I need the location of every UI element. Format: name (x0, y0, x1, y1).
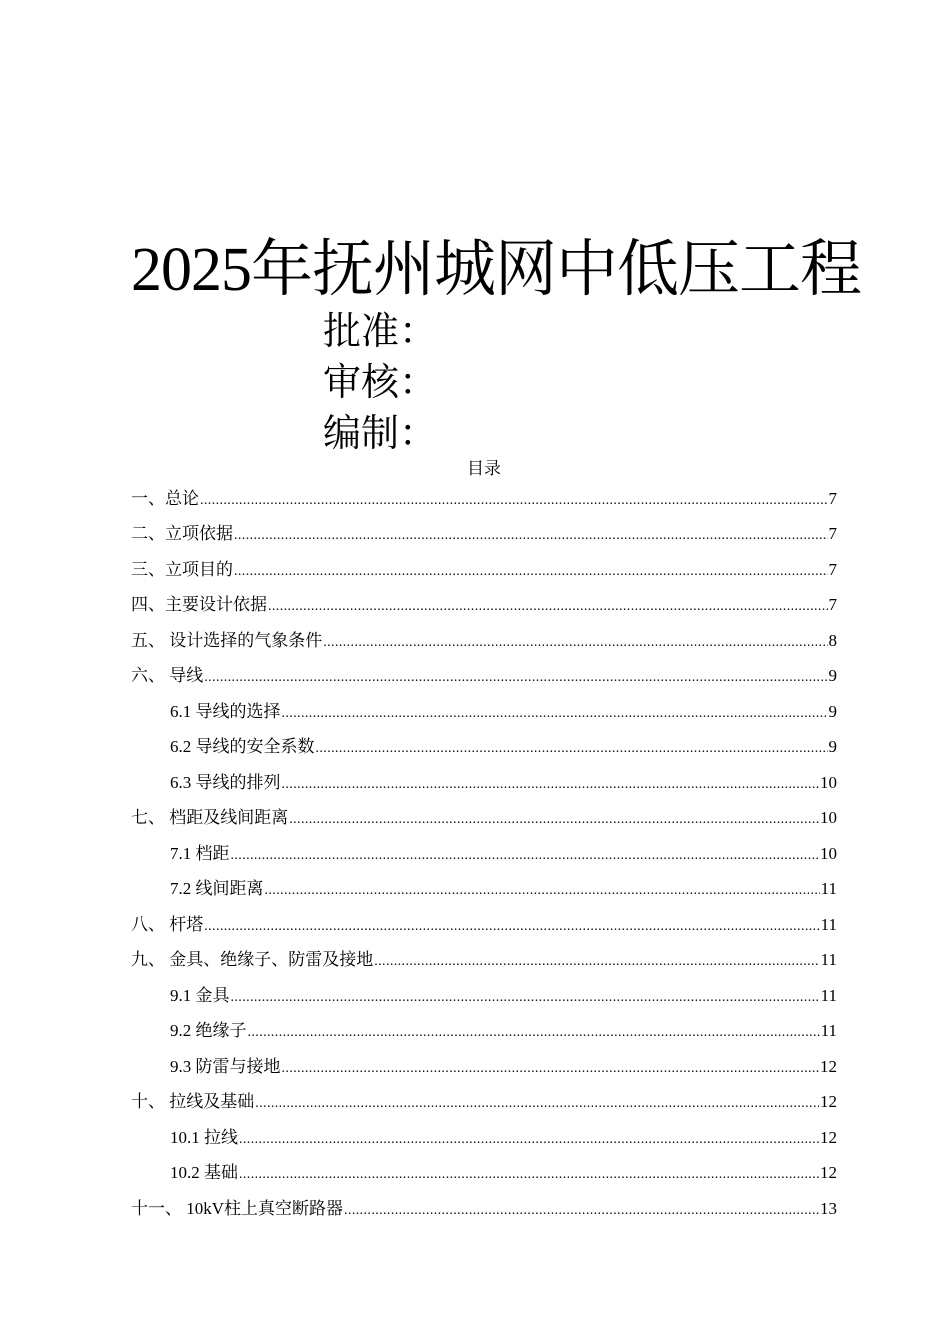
approve-label: 批准： (323, 311, 438, 353)
toc-page-number: 12 (820, 1092, 837, 1112)
toc-entry[interactable] (131, 659, 837, 695)
toc-entry-title: 十一、 10kV柱上真空断路器 (131, 1198, 344, 1218)
toc-page-number: 11 (820, 950, 837, 970)
toc-page-number: 10 (820, 843, 837, 863)
toc-page-number: 7 (828, 559, 837, 579)
toc-subentry[interactable] (131, 1014, 837, 1050)
toc-entry-title: 9.2 绝缘子 (170, 1021, 247, 1041)
toc-entry-title: 七、 档距及线间距离 (131, 808, 289, 828)
toc-page-number: 9 (828, 666, 837, 686)
toc-dot-leader (344, 1200, 819, 1222)
toc-dot-leader (265, 880, 820, 902)
toc-dot-leader (374, 951, 819, 973)
toc-entry-title: 二、立项依据 (131, 524, 233, 544)
toc-page-number: 11 (820, 1021, 837, 1041)
toc-entry[interactable] (131, 517, 837, 553)
document-title: 2025年抚州城网中低压工程 (131, 236, 862, 304)
toc-subentry[interactable] (131, 730, 837, 766)
toc-page-number: 11 (820, 879, 837, 899)
toc-entry-title: 一、总论 (131, 488, 199, 508)
toc-subentry[interactable] (131, 694, 837, 730)
toc-page-number: 8 (828, 630, 837, 650)
toc-entry-title: 九、 金具、绝缘子、防雷及接地 (131, 950, 374, 970)
toc-dot-leader (268, 596, 828, 618)
toc-entry-title: 八、 杆塔 (131, 914, 204, 934)
toc-dot-leader (239, 1164, 819, 1186)
toc-page-number: 12 (820, 1163, 837, 1183)
toc-entry[interactable] (131, 481, 837, 517)
review-label: 审核： (323, 362, 438, 404)
toc-entry-title: 10.2 基础 (170, 1163, 238, 1183)
toc-entry-title: 五、 设计选择的气象条件 (131, 630, 323, 650)
toc-entry-title: 三、立项目的 (131, 559, 233, 579)
toc-dot-leader (204, 916, 819, 938)
toc-dot-leader (282, 703, 828, 725)
toc-entry-title: 四、主要设计依据 (131, 595, 267, 615)
toc-dot-leader (231, 845, 820, 867)
toc-dot-leader (323, 632, 827, 654)
toc-entry-title: 十、 拉线及基础 (131, 1092, 255, 1112)
toc-entry[interactable] (131, 1085, 837, 1121)
toc-dot-leader (200, 490, 828, 512)
toc-entry-title: 6.2 导线的安全系数 (170, 737, 315, 757)
toc-page-number: 11 (820, 914, 837, 934)
toc-subentry[interactable] (131, 1156, 837, 1192)
toc-page-number: 7 (828, 595, 837, 615)
toc-entry-title: 6.3 导线的排列 (170, 772, 281, 792)
toc-subentry[interactable] (131, 1049, 837, 1085)
toc-subentry[interactable] (131, 1120, 837, 1156)
toc-subentry[interactable] (131, 872, 837, 908)
toc-entry[interactable] (131, 623, 837, 659)
toc-dot-leader (289, 809, 819, 831)
toc-entry[interactable] (131, 552, 837, 588)
toc-entry-title: 10.1 拉线 (170, 1127, 238, 1147)
toc-dot-leader (316, 738, 828, 760)
toc-page-number: 13 (820, 1198, 837, 1218)
toc-subentry[interactable] (131, 765, 837, 801)
toc-entry[interactable] (131, 801, 837, 837)
toc-heading: 目录 (467, 459, 501, 478)
toc-dot-leader (282, 1058, 820, 1080)
toc-entry[interactable] (131, 907, 837, 943)
toc-page-number: 9 (828, 737, 837, 757)
toc-page-number: 7 (828, 488, 837, 508)
toc-page-number: 12 (820, 1056, 837, 1076)
toc-entry[interactable] (131, 588, 837, 624)
toc-entry-title: 9.1 金具 (170, 985, 230, 1005)
toc-dot-leader (234, 561, 828, 583)
compile-label: 编制： (323, 413, 438, 455)
toc-entry[interactable] (131, 943, 837, 979)
toc-entry-title: 9.3 防雷与接地 (170, 1056, 281, 1076)
toc-page-number: 10 (820, 772, 837, 792)
toc-dot-leader (282, 774, 820, 796)
toc-entry-title: 6.1 导线的选择 (170, 701, 281, 721)
toc-page-number: 11 (820, 985, 837, 1005)
table-of-contents (131, 481, 837, 1227)
toc-entry[interactable] (131, 1191, 837, 1227)
toc-dot-leader (234, 525, 828, 547)
toc-page-number: 7 (828, 524, 837, 544)
toc-dot-leader (248, 1022, 820, 1044)
toc-page-number: 12 (820, 1127, 837, 1147)
toc-dot-leader (255, 1093, 819, 1115)
toc-entry-title: 7.2 线间距离 (170, 879, 264, 899)
toc-dot-leader (231, 987, 820, 1009)
toc-dot-leader (204, 667, 827, 689)
toc-page-number: 9 (828, 701, 837, 721)
toc-subentry[interactable] (131, 836, 837, 872)
toc-entry-title: 六、 导线 (131, 666, 204, 686)
toc-entry-title: 7.1 档距 (170, 843, 230, 863)
toc-subentry[interactable] (131, 978, 837, 1014)
toc-dot-leader (239, 1129, 819, 1151)
toc-page-number: 10 (820, 808, 837, 828)
